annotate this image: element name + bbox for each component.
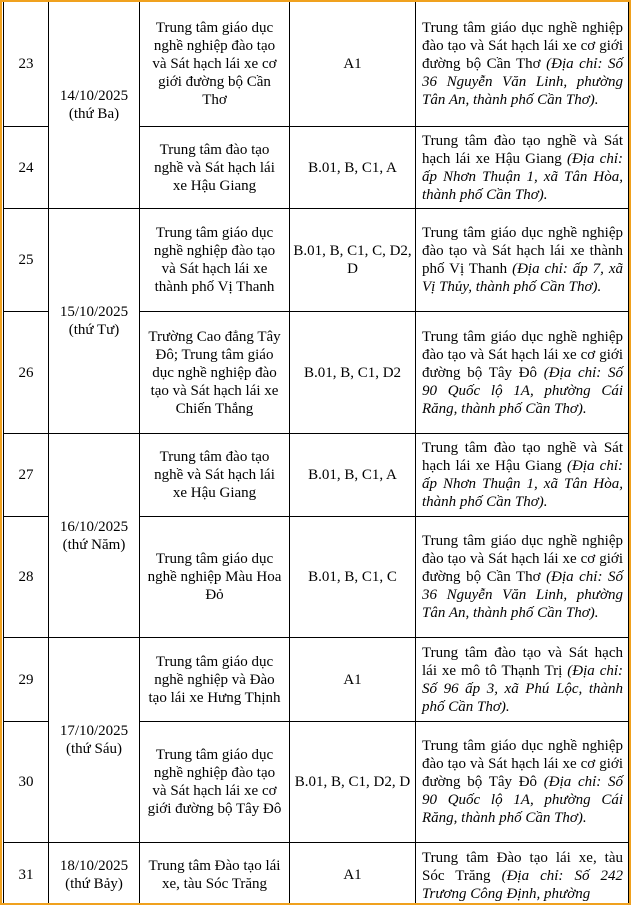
training-center: Trung tâm đào tạo nghề và Sát hạch lái xe Hậu Giang [140, 127, 290, 209]
date-text: 17/10/2025 [59, 723, 129, 739]
exam-location [416, 312, 629, 434]
license-classes: B.01, B, C1, C, D2, D [290, 209, 416, 312]
date-text: 15/10/2025 [59, 304, 129, 320]
location-address: (Địa chỉ: Số 90 Quốc lộ 1A, phường Cái Răng, thành phố Cần Thơ). [422, 364, 623, 417]
date-cell [49, 434, 140, 638]
location-name: Trung tâm đào tạo nghề và Sát hạch lái xe Hậu Giang [422, 440, 623, 474]
location-name: Trung tâm giáo dục nghề nghiệp đào tạo và Sát hạch lái xe cơ giới đường bộ Tây Đô [422, 328, 623, 381]
table-row [4, 638, 629, 722]
training-center: Trung tâm giáo dục nghề nghiệp và Đào tạo lái xe Hưng Thịnh [140, 638, 290, 722]
location-address: (Địa chỉ: ấp Nhơn Thuận 1, xã Tân Hòa, thành phố Cần Thơ). [422, 458, 623, 510]
license-classes: B.01, B, C1, D2 [290, 312, 416, 434]
weekday-text: (thứ Ba) [68, 105, 120, 122]
location-address: (Địa chỉ: Số 90 Quốc lộ 1A, phường Cái Răng, thành phố Cần Thơ). [422, 774, 623, 826]
location-address: (Địa chỉ: ấp 7, xã Vị Thủy, thành phố Cần Thơ). [422, 261, 624, 295]
location-name: Trung tâm giáo dục nghề nghiệp đào tạo và Sát hạch lái xe cơ giới đường bộ Cần Thơ [422, 19, 623, 72]
location-name: Trung tâm đào tạo và Sát hạch lái xe mô tô Thạnh Trị [422, 644, 623, 679]
table-row [4, 1, 629, 127]
date-text: 14/10/2025 [59, 87, 129, 104]
exam-location [416, 434, 629, 517]
row-number: 28 [4, 517, 49, 638]
exam-location [416, 722, 629, 843]
location-address: (Địa chỉ: Số 96 ấp 3, xã Phú Lộc, thành phố Cần Thơ). [422, 662, 624, 715]
location-address: (Địa chỉ: Số 36 Nguyễn Văn Linh, phường Tân An, thành phố Cần Thơ). [422, 569, 623, 621]
training-center: Trung tâm giáo dục nghề nghiệp Màu Hoa Đỏ [140, 517, 290, 638]
exam-location [416, 638, 629, 722]
date-cell [49, 209, 140, 434]
license-classes: B.01, B, C1, A [290, 434, 416, 517]
license-classes: A1 [290, 1, 416, 127]
table-row [4, 843, 629, 905]
location-name: Trung tâm Đào tạo lái xe, tàu Sóc Trăng [422, 850, 623, 884]
training-center: Trung tâm giáo dục nghề nghiệp đào tạo và Sát hạch lái xe thành phố Vị Thanh [140, 209, 290, 312]
date-cell [49, 843, 140, 905]
training-center: Trung tâm giáo dục nghề nghiệp đào tạo và Sát hạch lái xe cơ giới đường bộ Cần Thơ [140, 1, 290, 127]
location-address: (Địa chỉ: ấp Nhơn Thuận 1, xã Tân Hòa, thành phố Cần Thơ). [422, 150, 623, 203]
date-text: 16/10/2025 [59, 518, 129, 535]
location-address: (Địa chỉ: Số 36 Nguyễn Văn Linh, phường Tân An, thành phố Cần Thơ). [422, 55, 623, 108]
exam-location [416, 209, 629, 312]
weekday-text: (thứ Tư) [68, 322, 120, 338]
weekday-text: (thứ Bảy) [65, 875, 123, 892]
row-number: 25 [4, 209, 49, 312]
license-classes: A1 [290, 843, 416, 905]
weekday-text: (thứ Năm) [62, 536, 126, 553]
training-center: Trung tâm giáo dục nghề nghiệp đào tạo và Sát hạch lái xe cơ giới đường bộ Tây Đô [140, 722, 290, 843]
training-center: Trường Cao đẳng Tây Đô; Trung tâm giáo dục nghề nghiệp đào tạo và Sát hạch lái xe Chiến Thắng [140, 312, 290, 434]
row-number: 23 [4, 1, 49, 127]
weekday-text: (thứ Sáu) [65, 741, 123, 757]
date-text: 18/10/2025 [59, 857, 129, 874]
row-number: 29 [4, 638, 49, 722]
row-number: 26 [4, 312, 49, 434]
location-name: Trung tâm đào tạo nghề và Sát hạch lái xe Hậu Giang [422, 132, 623, 167]
table-row [4, 209, 629, 312]
location-name: Trung tâm giáo dục nghề nghiệp đào tạo và Sát hạch lái xe thành phố Vị Thanh [422, 225, 623, 277]
exam-location [416, 517, 629, 638]
training-center: Trung tâm Đào tạo lái xe, tàu Sóc Trăng [140, 843, 290, 905]
row-number: 30 [4, 722, 49, 843]
training-center: Trung tâm đào tạo nghề và Sát hạch lái xe Hậu Giang [140, 434, 290, 517]
date-cell [49, 1, 140, 209]
license-classes: B.01, B, C1, C [290, 517, 416, 638]
row-number: 27 [4, 434, 49, 517]
location-name: Trung tâm giáo dục nghề nghiệp đào tạo và Sát hạch lái xe cơ giới đường bộ Tây Đô [422, 738, 623, 790]
location-name: Trung tâm giáo dục nghề nghiệp đào tạo và Sát hạch lái xe cơ giới đường bộ Cần Thơ [422, 533, 623, 585]
location-address: (Địa chỉ: Số 242 Trương Công Định, phường [422, 868, 623, 902]
license-classes: B.01, B, C1, A [290, 127, 416, 209]
license-classes: A1 [290, 638, 416, 722]
exam-location [416, 1, 629, 127]
date-cell [49, 638, 140, 843]
license-classes: B.01, B, C1, D2, D [290, 722, 416, 843]
exam-schedule-table [3, 0, 629, 905]
row-number: 31 [4, 843, 49, 905]
exam-location [416, 843, 629, 905]
row-number: 24 [4, 127, 49, 209]
table-row [4, 434, 629, 517]
exam-location [416, 127, 629, 209]
